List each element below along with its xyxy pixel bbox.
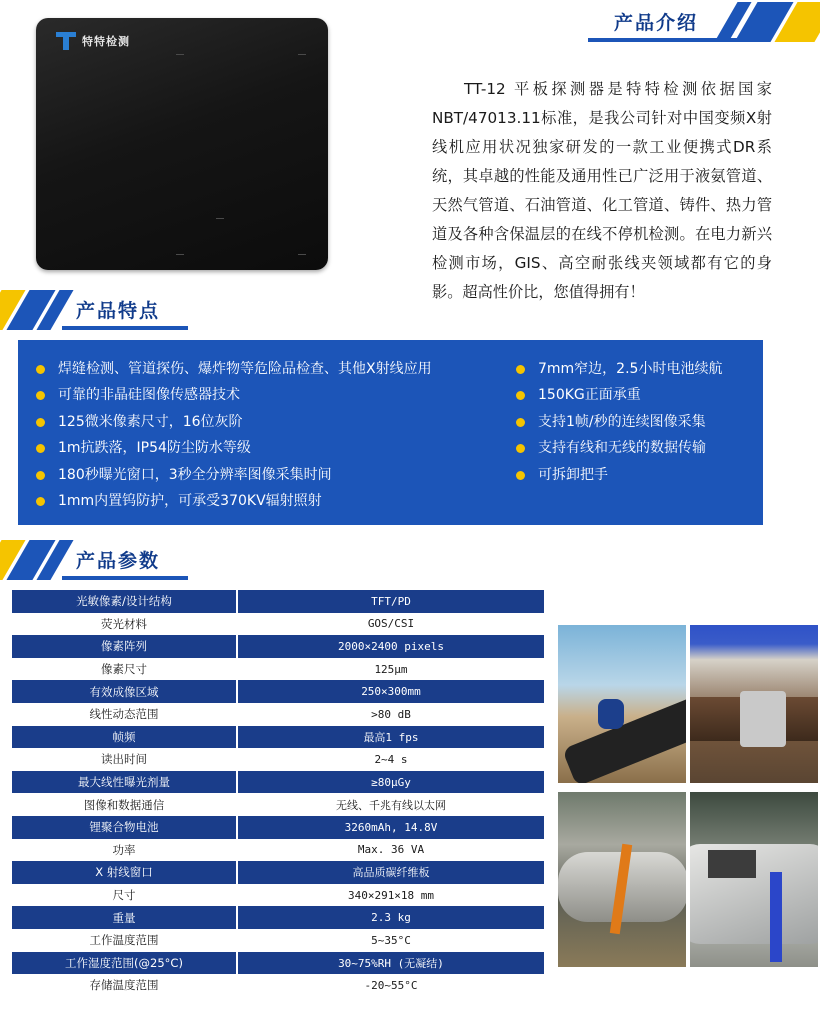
table-row — [12, 861, 544, 884]
table-row — [12, 680, 544, 703]
spec-value: 2~4 s — [237, 748, 544, 771]
feature-item: 1mm内置钨防护，可承受370KV辐射照射 — [32, 488, 432, 514]
table-row — [12, 748, 544, 771]
spec-value: 高品质碳纤维板 — [237, 861, 544, 884]
feature-item: 支持有线和无线的数据传输 — [512, 435, 722, 461]
feature-item: 150KG正面承重 — [512, 382, 722, 408]
intro-paragraph: TT-12 平板探测器是特特检测依据国家NBT/47013.11标准，是我公司针对中国变频X射线机应用状况独家研发的一款工业便携式DR系统，其卓越的性能及通用性已广泛用于液氨管道、天然气管道、石油管道、化工管道、铸件、热力管道及各种含保温层的在线不停机检测。在电力新兴检测市场，GIS、高空耐张线夹领域都有它的身影。超高性价比，您值得拥有！ — [432, 80, 772, 302]
table-row — [12, 703, 544, 726]
feature-item: 1m抗跌落，IP54防尘防水等级 — [32, 435, 432, 461]
feature-item: 焊缝检测、管道探伤、爆炸物等危险品检查、其他X射线应用 — [32, 356, 432, 382]
spec-value: Max. 36 VA — [237, 839, 544, 862]
spec-key: 锂聚合物电池 — [12, 816, 237, 839]
features-panel — [18, 340, 763, 525]
spec-value: -20~55°C — [237, 974, 544, 997]
spec-value: 250×300mm — [237, 680, 544, 703]
spec-key: X 射线窗口 — [12, 861, 237, 884]
spec-value: 2000×2400 pixels — [237, 635, 544, 658]
table-row — [12, 658, 544, 681]
intro-header — [588, 2, 820, 42]
table-row — [12, 974, 544, 997]
spec-key: 尺寸 — [12, 884, 237, 907]
features-title: 产品特点 — [76, 300, 161, 322]
spec-key: 功率 — [12, 839, 237, 862]
spec-key: 图像和数据通信 — [12, 793, 237, 816]
feature-item: 支持1帧/秒的连续图像采集 — [512, 409, 722, 435]
spec-key: 光敏像素/设计结构 — [12, 590, 237, 613]
spec-key: 工作湿度范围(@25°C) — [12, 952, 237, 975]
table-row — [12, 929, 544, 952]
spec-value: GOS/CSI — [237, 613, 544, 636]
feature-item: 可靠的非晶硅图像传感器技术 — [32, 382, 432, 408]
spec-key: 最大线性曝光剂量 — [12, 771, 237, 794]
table-row — [12, 839, 544, 862]
spec-value: 5~35°C — [237, 929, 544, 952]
field-photo-insulated-pipe — [558, 792, 686, 967]
specs-header — [0, 540, 190, 580]
spec-key: 帧频 — [12, 726, 237, 749]
feature-item: 7mm窄边，2.5小时电池续航 — [512, 356, 722, 382]
spec-value: 2.3 kg — [237, 906, 544, 929]
table-row — [12, 613, 544, 636]
brand-logo-text: 特特检测 — [82, 35, 130, 48]
spec-key: 有效成像区域 — [12, 680, 237, 703]
table-row — [12, 635, 544, 658]
table-row — [12, 726, 544, 749]
features-list-left — [32, 356, 432, 514]
spec-value: TFT/PD — [237, 590, 544, 613]
table-row — [12, 771, 544, 794]
field-photo-detector-on-pipe — [690, 792, 818, 967]
spec-key: 荧光材料 — [12, 613, 237, 636]
spec-value: 30~75%RH (无凝结) — [237, 952, 544, 975]
spec-value: 340×291×18 mm — [237, 884, 544, 907]
detector-panel-image — [36, 18, 328, 270]
spec-value: ≥80μGy — [237, 771, 544, 794]
table-row — [12, 906, 544, 929]
field-photo-pipe-clamp — [690, 625, 818, 783]
table-row — [12, 952, 544, 975]
spec-value: 125μm — [237, 658, 544, 681]
table-row — [12, 590, 544, 613]
spec-value: >80 dB — [237, 703, 544, 726]
spec-key: 线性动态范围 — [12, 703, 237, 726]
table-row — [12, 816, 544, 839]
features-header — [0, 290, 190, 330]
spec-key: 读出时间 — [12, 748, 237, 771]
brand-logo-mark — [56, 32, 76, 50]
feature-item: 180秒曝光窗口，3秒全分辨率图像采集时间 — [32, 462, 432, 488]
spec-key: 重量 — [12, 906, 237, 929]
spec-key: 像素尺寸 — [12, 658, 237, 681]
spec-key: 工作温度范围 — [12, 929, 237, 952]
field-photo-pipeline-inspection — [558, 625, 686, 783]
table-row — [12, 884, 544, 907]
spec-value: 最高1 fps — [237, 726, 544, 749]
spec-value: 3260mAh, 14.8V — [237, 816, 544, 839]
spec-value: 无线、千兆有线以太网 — [237, 793, 544, 816]
spec-key: 存储温度范围 — [12, 974, 237, 997]
brand-logo — [56, 32, 130, 50]
feature-item: 125微米像素尺寸，16位灰阶 — [32, 409, 432, 435]
feature-item: 可拆卸把手 — [512, 462, 722, 488]
specs-table — [12, 590, 544, 997]
spec-key: 像素阵列 — [12, 635, 237, 658]
features-list-right — [512, 356, 722, 488]
specs-title: 产品参数 — [76, 550, 161, 572]
intro-title: 产品介绍 — [614, 12, 699, 34]
table-row — [12, 793, 544, 816]
